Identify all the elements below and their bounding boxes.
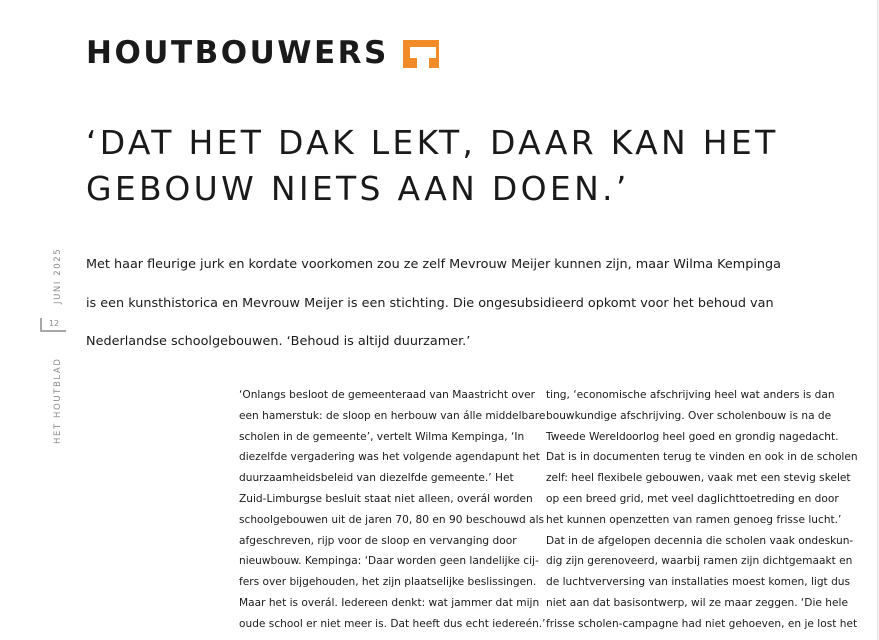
body-line: niet aan dat basisontwerp, wil ze maar zeggen. ‘Die hele [546,596,848,609]
body-line: Tweede Wereldoorlog heel goed en grondig nagedacht. [546,430,839,443]
body-line: op een breed grid, met veel daglichttoetreding en door [546,492,839,505]
brand-name: HOUTBOUWERS [86,35,389,71]
body-line: duurzaamheidsbeleid van diezelfde gemeente.’ Het [239,472,514,485]
body-line: afgeschreven, rijp voor de sloop en vervanging door [239,534,517,547]
body-line: fers over bijgehouden, het zijn plaatselijke beslissingen. [239,576,537,589]
brand-header [86,35,439,71]
body-line: zelf: heel flexibele gebouwen, vaak met een stevig skelet [546,472,851,485]
body-line: oude school er niet meer is. Dat heeft dus echt iedereén.’ [239,617,546,630]
page-number: 12 [40,318,66,332]
issue-date: JUNI 2025 [53,247,63,304]
headline-line: GEBOUW NIETS AAN DOEN.’ [86,169,630,208]
body-line: schoolgebouwen uit de jaren 70, 80 en 90 beschouwd als [239,513,545,526]
body-line: dig zijn gerenoveerd, waarbij ramen zijn dichtgemaakt en [546,555,853,568]
body-line: Zuid-Limburgse besluit staat niet alleen, overál worden [239,492,533,505]
body-line: Dat is in documenten terug te vinden en ook in de scholen [546,451,858,464]
article-headline [86,120,846,212]
body-line: frisse scholen-campagne had niet gehoeven, en je lost het [546,617,858,630]
body-line: een hamerstuk: de sloop en herbouw van álle middelbare [239,409,546,422]
body-line: Maar het is overál. Iedereen denkt: wat jammer dat mijn [239,596,540,609]
headline-line: ‘DAT HET DAK LEKT, DAAR KAN HET [86,123,779,162]
body-line: het kunnen openzetten van ramen genoeg frisse lucht.’ [546,513,842,526]
article-intro: Met haar fleurige jurk en kordate voorkomen zou ze zelf Mevrouw Meijer kunnen zijn, maar Wilma Kempinga is een kunsthistorica en Mevrouw Meijer is een stichting. Die ongesubsidieerd opkomt voor het behoud van Nederlandse schoolgebouwen. ‘Behoud is altijd duurzamer.’ [86,257,781,349]
body-line: Dat in de afgelopen decennia die scholen vaak ondeskun- [546,534,854,547]
body-line: scholen in de gemeente’, vertelt Wilma Kempinga, ‘In [239,430,525,443]
page-sidebar [40,238,66,450]
body-line: diezelfde vergadering was het volgende agendapunt het [239,451,540,464]
magazine-name: HET HOUTBLAD [53,357,63,444]
body-line: de luchtverversing van installaties moest komen, ligt dus [546,576,851,589]
body-line: nieuwbouw. Kempinga: ‘Daar worden geen landelijke cij- [239,555,539,568]
body-line: bouwkundige afschrijving. Over scholenbouw is na de [546,409,832,422]
roof-bracket-logo-icon [403,40,439,68]
body-line: ‘Onlangs besloot de gemeenteraad van Maastricht over [239,389,536,401]
body-column-right [546,385,858,635]
body-line: ting, ‘economische afschrijving heel wat anders is dan [546,389,835,401]
body-column-left [239,385,546,635]
